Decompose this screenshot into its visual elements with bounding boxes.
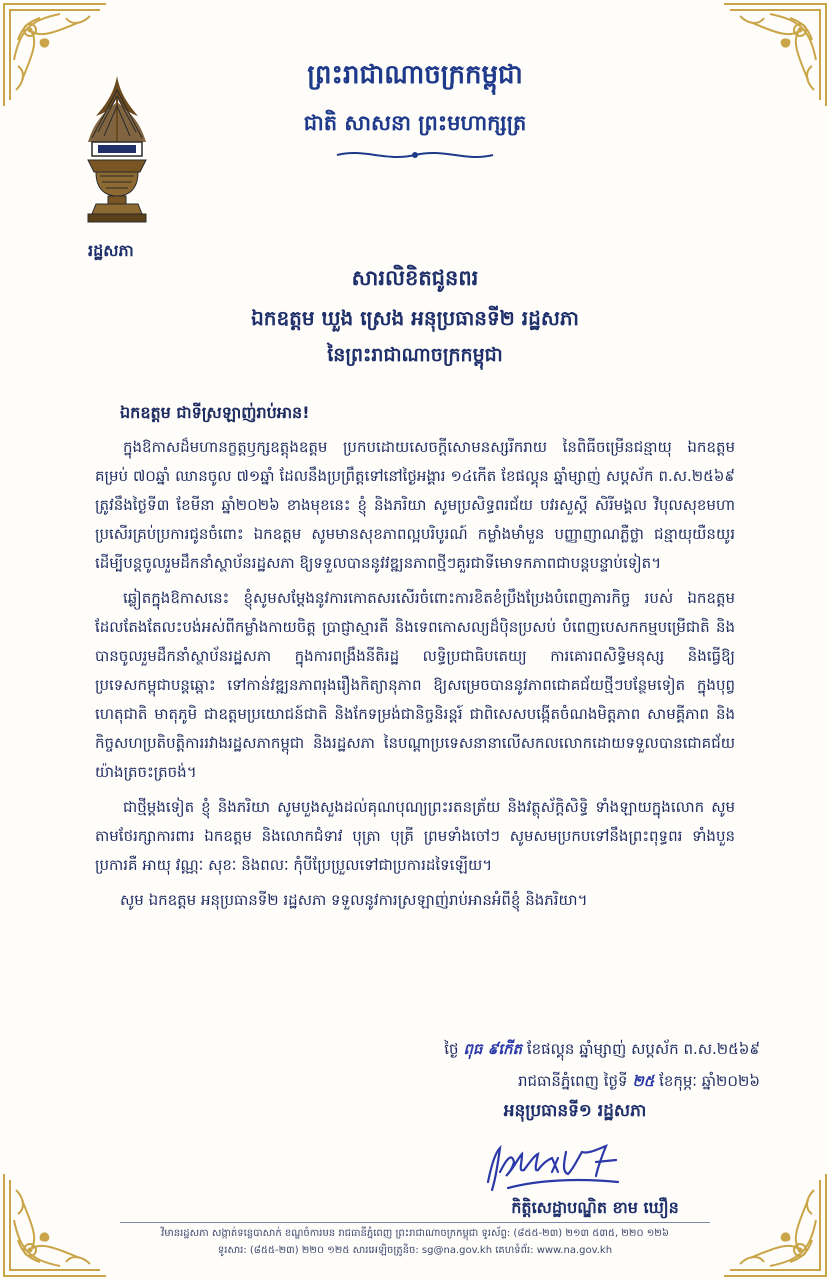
footer-contact: ទូរសារ: (៨៥៥-២៣) ២២០ ១២៥ សារអេឡិចត្រូនិច: sg@na.gov.kh គេហទំព័រ: www.na.gov.kh [217, 1245, 613, 1256]
lunar-date-prefix: ថ្ងៃ [444, 1040, 459, 1058]
lunar-date-handwritten: ពុធ ៩កើត [463, 1040, 523, 1058]
letter-recipient-institution: នៃព្រះរាជាណាចក្រកម្ពុជា [327, 344, 503, 366]
place-date-suffix: ខែកុម្ភៈ ឆ្នាំ២០២៦ [659, 1072, 760, 1090]
paragraph-1: ក្នុងឱកាសដ៏មហានក្ខត្តឫក្សឧត្តុងឧត្តម ប្រកបដោយសេចក្តីសោមនស្សរីករាយ នៃពិធីចម្រើនជន្មាយុ ឯកឧត្តម គម្រប់ ៧០ឆ្នាំ ឈានចូល ៧១ឆ្នាំ ដែលនឹងប្រព្រឹត្តទៅនៅថ្ងៃអង្គារ ១៤កើត ខែផល្គុន ឆ្នាំម្សាញ់ សប្តស័ក ព.ស.២៥៦៩ ត្រូវនឹងថ្ងៃទី៣ ខែមីនា ឆ្នាំ២០២៦ ខាងមុខនេះ ខ្ញុំ និងភរិយា សូមប្រសិទ្ធពរជ័យ បវរសួស្តី សិរីមង្គល វិបុលសុខមហាប្រសើរគ្រប់ប្រការជូនចំពោះ ឯកឧត្តម សូមមានសុខភាពល្អបរិបូរណ៍ កម្លាំងមាំមួន បញ្ញាញាណភ្លឺថ្លា ជន្មាយុយឺនយូរ ដើម្បីបន្តចូលរួមដឹកនាំស្ថាប័នរដ្ឋសភា ឱ្យទទួលបាននូវវឌ្ឍនភាពថ្មីៗគួរជាទីមោទកភាពជាបន្តបន្ទាប់ទៀត។ [95, 438, 735, 572]
footer-divider [120, 1222, 710, 1223]
place-date-day-handwritten: ២៥ [632, 1072, 655, 1090]
place-date-prefix: រាជធានីភ្នំពេញ ថ្ងៃទី [518, 1072, 628, 1090]
motto-divider-icon [335, 148, 495, 162]
national-motto: ជាតិ សាសនា ព្រះមហាក្សត្រ [303, 111, 527, 135]
national-assembly-emblem-icon [78, 72, 156, 232]
lunar-date [370, 1040, 760, 1062]
corner-ornament-icon [0, 1170, 110, 1280]
ministry-name: រដ្ឋសភា [88, 241, 134, 260]
lunar-date-suffix: ខែផល្គុន ឆ្នាំម្សាញ់ សប្តស័ក ព.ស.២៥៦៩ [526, 1040, 760, 1058]
closing-line: សូម ឯកឧត្តម អនុប្រធានទី២ រដ្ឋសភា ទទួលនូវការស្រឡាញ់រាប់អានអំពីខ្ញុំ និងភរិយា។ [120, 891, 588, 909]
corner-ornament-icon [720, 1170, 830, 1280]
letter-body [95, 398, 735, 921]
footer-address: វិមានរដ្ឋសភា សង្កាត់ទន្លេបាសាក់ ខណ្ឌចំការមន រាជធានីភ្នំពេញ ព្រះរាជាណាចក្រកម្ពុជា ទូរស័ព្ទ: (៨៥៥-២៣) ២១៣ ៥៣៥, ២២០ ១២៦ [161, 1228, 669, 1239]
paragraph-3: ជាថ្មីម្តងទៀត ខ្ញុំ និងភរិយា សូមបួងសួងដល់គុណបុណ្យព្រះរតនត្រ័យ និងវត្ថុស័ក្តិសិទ្ធិ ទាំងឡាយក្នុងលោក សូមតាមថែរក្សាការពារ ឯកឧត្តម និងលោកជំទាវ បុត្រា បុត្រី ព្រមទាំងចៅៗ សូមសមប្រកបទៅនឹងព្រះពុទ្ធពរ ទាំងបួនប្រការគឺ អាយុ វណ្ណៈ សុខៈ និងពលៈ កុំបីប្រែប្រួលទៅជាប្រការដទៃឡើយ។ [95, 798, 735, 874]
paragraph-2: ឆ្លៀតក្នុងឱកាសនេះ ខ្ញុំសូមសម្តែងនូវការកោតសរសើរចំពោះការខិតខំប្រឹងប្រែងបំពេញភារកិច្ច របស់ ឯកឧត្តម ដែលតែងតែលះបង់អស់ពីកម្លាំងកាយចិត្ត ប្រាជ្ញាស្មារតី និងទេពកោសល្យដ៏ប៉ិនប្រសប់ បំពេញបេសកកម្មបម្រើជាតិ និងបានចូលរួមដឹកនាំស្ថាប័នរដ្ឋសភា ក្នុងការពង្រឹងនីតិរដ្ឋ លទ្ធិប្រជាធិបតេយ្យ ការគោរពសិទ្ធិមនុស្ស និងធ្វើឱ្យប្រទេសកម្ពុជាបន្តឆ្ពោះ ទៅកាន់វឌ្ឍនភាពរុងរឿងកិត្យានុភាព ឱ្យសម្រេចបាននូវភាពជោគជ័យថ្មីៗបន្ថែមទៀត ក្នុងបុព្វហេតុជាតិ មាតុភូមិ ជាឧត្តមប្រយោជន៍ជាតិ និងកែទម្រង់ជានិច្ចនិរន្តរ៍ ជាពិសេសបង្កើតចំណងមិត្តភាព សាមគ្គីភាព និងកិច្ចសហប្រតិបត្តិការរវាងរដ្ឋសភាកម្ពុជា និងរដ្ឋសភា នៃបណ្តាប្រទេសនានាលើសកលលោកដោយទទួលបានជោគជ័យយ៉ាងត្រចះត្រចង់។ [95, 589, 735, 781]
handwritten-signature-icon [478, 1132, 628, 1202]
signer-title: អនុប្រធានទី១ រដ្ឋសភា [503, 1101, 647, 1121]
signer-name: កិត្តិសេដ្ឋាបណ្ឌិត ខាម ឃឿន [511, 1198, 679, 1217]
place-date [370, 1072, 760, 1094]
kingdom-heading: ព្រះរាជាណាចក្រកម្ពុជា [307, 60, 523, 90]
salutation: ឯកឧត្តម ជាទីស្រឡាញ់រាប់អាន! [120, 403, 310, 422]
letter-recipient: ឯកឧត្តម ឃួង ស្រេង អនុប្រធានទី២ រដ្ឋសភា [251, 306, 579, 330]
letter-title: សារលិខិតជូនពរ [351, 266, 479, 290]
